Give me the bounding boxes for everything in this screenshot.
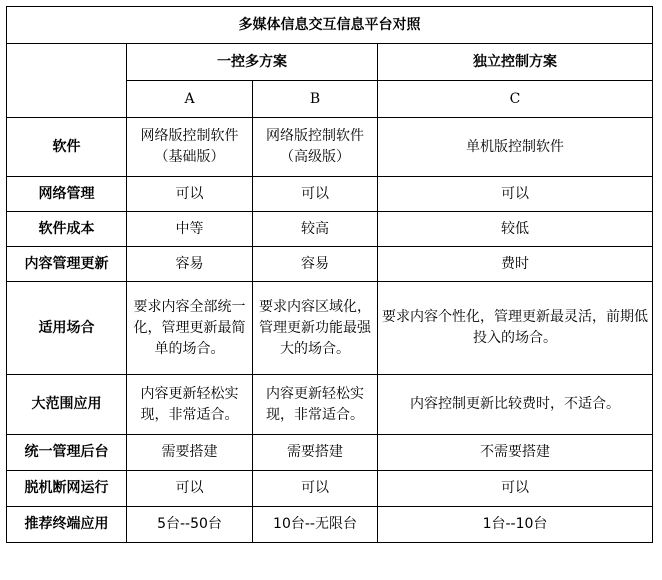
group-header-one-ctrl-many: 一控多方案	[127, 44, 378, 81]
cell-offline-b: 可以	[253, 471, 378, 507]
table-row	[7, 471, 653, 507]
cell-backend-a: 需要搭建	[127, 435, 253, 471]
cell-network-c: 可以	[378, 177, 653, 212]
row-label-large: 大范围应用	[7, 375, 127, 435]
corner-cell	[7, 44, 127, 118]
cell-large-c: 内容控制更新比较费时，不适合。	[378, 375, 653, 435]
comparison-table	[6, 6, 653, 543]
cell-update-c: 费时	[378, 247, 653, 282]
row-label-cost: 软件成本	[7, 212, 127, 247]
cell-large-b: 内容更新轻松实现，非常适合。	[253, 375, 378, 435]
table-row	[7, 507, 653, 543]
table-row	[7, 177, 653, 212]
cell-terminals-a: 5台--50台	[127, 507, 253, 543]
group-header-row	[7, 44, 653, 81]
row-label-backend: 统一管理后台	[7, 435, 127, 471]
row-label-usage: 适用场合	[7, 282, 127, 375]
cell-cost-b: 较高	[253, 212, 378, 247]
cell-offline-c: 可以	[378, 471, 653, 507]
table-row	[7, 375, 653, 435]
cell-usage-c: 要求内容个性化，管理更新最灵活，前期低投入的场合。	[378, 282, 653, 375]
table-row	[7, 118, 653, 177]
cell-cost-a: 中等	[127, 212, 253, 247]
row-label-offline: 脱机断网运行	[7, 471, 127, 507]
cell-terminals-c: 1台--10台	[378, 507, 653, 543]
row-label-software: 软件	[7, 118, 127, 177]
table-row	[7, 282, 653, 375]
cell-cost-c: 较低	[378, 212, 653, 247]
cell-update-a: 容易	[127, 247, 253, 282]
table-row	[7, 212, 653, 247]
cell-backend-b: 需要搭建	[253, 435, 378, 471]
cell-network-a: 可以	[127, 177, 253, 212]
cell-software-b: 网络版控制软件（高级版）	[253, 118, 378, 177]
cell-software-a: 网络版控制软件（基础版）	[127, 118, 253, 177]
row-label-network: 网络管理	[7, 177, 127, 212]
cell-software-c: 单机版控制软件	[378, 118, 653, 177]
row-label-terminals: 推荐终端应用	[7, 507, 127, 543]
cell-update-b: 容易	[253, 247, 378, 282]
cell-usage-a: 要求内容全部统一化，管理更新最简单的场合。	[127, 282, 253, 375]
cell-terminals-b: 10台--无限台	[253, 507, 378, 543]
table-row	[7, 247, 653, 282]
column-header-c: C	[378, 81, 653, 118]
cell-large-a: 内容更新轻松实现，非常适合。	[127, 375, 253, 435]
row-label-update: 内容管理更新	[7, 247, 127, 282]
column-header-a: A	[127, 81, 253, 118]
cell-offline-a: 可以	[127, 471, 253, 507]
table-title: 多媒体信息交互信息平台对照	[7, 7, 653, 44]
title-row	[7, 7, 653, 44]
cell-usage-b: 要求内容区域化，管理更新功能最强大的场合。	[253, 282, 378, 375]
column-header-b: B	[253, 81, 378, 118]
cell-backend-c: 不需要搭建	[378, 435, 653, 471]
cell-network-b: 可以	[253, 177, 378, 212]
group-header-independent: 独立控制方案	[378, 44, 653, 81]
table-row	[7, 435, 653, 471]
